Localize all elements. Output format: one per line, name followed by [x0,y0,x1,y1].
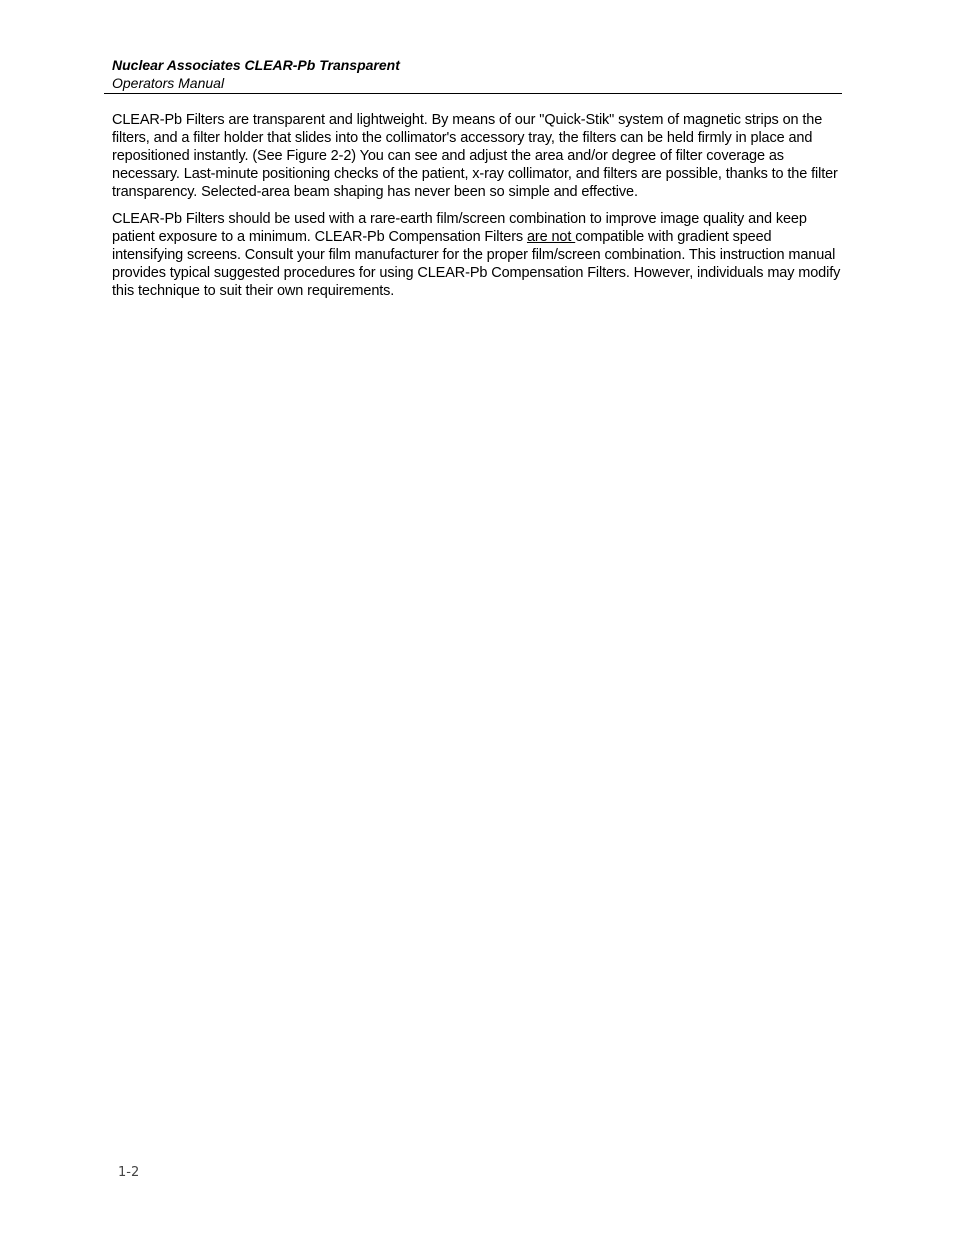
paragraph-filters-description: CLEAR-Pb Filters are transparent and lightweight. By means of our "Quick-Stik" system of magnetic strips on the filters, and a filter holder that slides into the collimator's accessory tray, the filters can be held firmly in place and repositioned instantly. (See Figure 2-2) You can see and adjust the area and/or degree of filter coverage as necessary. Last-minute positioning checks of the patient, x-ray collimator, and filters are possible, thanks to the filter transparency. Selected-area beam shaping has never been so simple and effective. [112,112,838,200]
document-title: Nuclear Associates CLEAR-Pb Transparent [112,57,400,73]
document-subtitle: Operators Manual [112,75,225,91]
emphasis-are-not: are not [526,229,576,245]
paragraph-film-screen-usage [112,210,844,300]
page-header [104,56,842,94]
paragraph-text-before: CLEAR-Pb Filters should be used with a rare-earth film/screen combination to improve image quality and keep patient exposure to a minimum. CLEAR-Pb Compensation Filters [112,211,807,245]
body-text [112,111,844,309]
page-number: 1-2 [118,1165,140,1180]
paragraph-text-after: compatible with gradient speed intensifying screens. Consult your film manufacturer for the proper film/screen combination. This instruction manual provides typical suggested procedures for using CLEAR-Pb Compensation Filters. However, individuals may modify this technique to suit their own requirements. [112,229,841,299]
